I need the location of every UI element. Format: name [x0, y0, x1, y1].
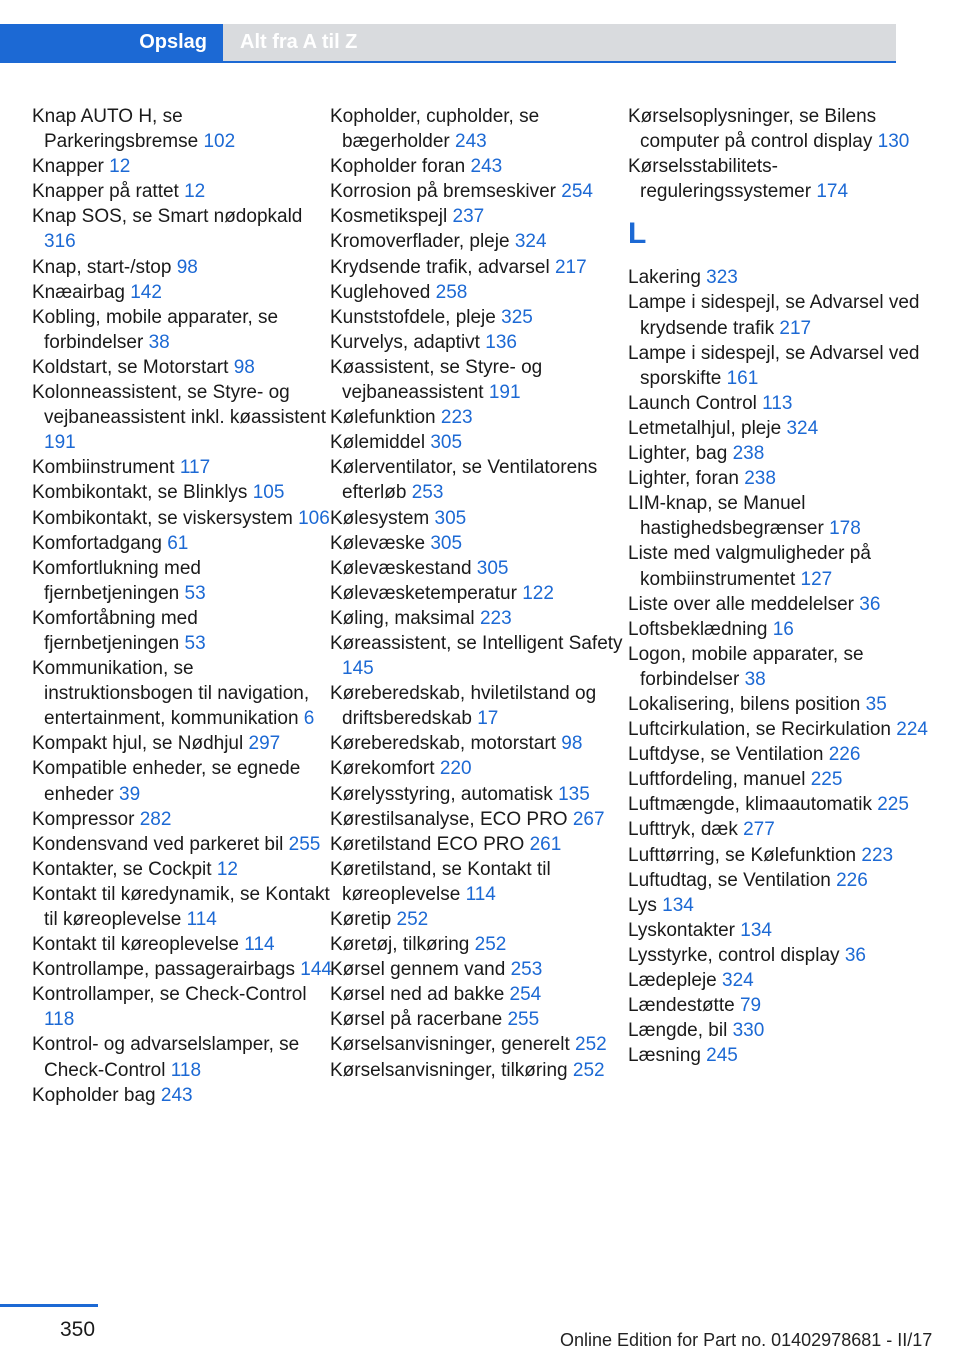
- index-entry-term: Komfortlukning med fjernbetjeningen: [32, 557, 201, 604]
- index-entry: [628, 466, 928, 491]
- index-entry-term: Kurvelys, adaptivt: [330, 331, 480, 353]
- index-entry-term: Kompressor: [32, 808, 135, 830]
- index-entry-term: Kørsel gennem vand: [330, 959, 506, 981]
- index-page-link[interactable]: 114: [465, 883, 496, 905]
- index-entry: [330, 1058, 630, 1083]
- index-entry: [330, 280, 630, 305]
- index-entry: [330, 330, 630, 355]
- index-entry: [32, 104, 332, 154]
- index-entry: [330, 932, 630, 957]
- index-entry: [330, 1007, 630, 1032]
- index-entry: [32, 455, 332, 480]
- index-entry: [330, 832, 630, 857]
- index-page-link[interactable]: 254: [561, 181, 593, 203]
- index-page-link[interactable]: 254: [509, 984, 542, 1006]
- index-entry-term: Knap SOS, se Smart nødopkald: [32, 206, 303, 228]
- index-entry: [330, 731, 630, 756]
- index-page-link[interactable]: 267: [572, 808, 605, 830]
- index-entry: [330, 957, 630, 982]
- index-page-link[interactable]: 252: [474, 934, 507, 956]
- index-page-link[interactable]: 282: [139, 808, 172, 830]
- tab-bar: [0, 24, 896, 61]
- index-entry: [330, 857, 630, 907]
- index-entry-term: Lufttryk, dæk: [628, 819, 738, 841]
- index-entry-term: Kobling, mobile apparater, se forbindelser: [32, 306, 279, 353]
- index-entry: [330, 631, 630, 681]
- index-entry-term: Luftmængde, klimaautomatik: [628, 794, 872, 816]
- index-entry: [32, 380, 332, 455]
- index-entry: [628, 416, 928, 441]
- index-entry: [330, 606, 630, 631]
- index-page-link[interactable]: 217: [779, 317, 812, 339]
- index-entry-term: Køling, maksimal: [330, 607, 475, 629]
- index-entry-term: Kølevæsketemperatur: [330, 582, 517, 604]
- index-entry: [32, 204, 332, 254]
- index-entry-term: Lændestøtte: [628, 995, 735, 1017]
- index-entry: [628, 154, 928, 204]
- index-entry-term: Kontakt til køreoplevelse: [32, 934, 239, 956]
- index-page-link[interactable]: 53: [184, 632, 206, 654]
- index-entry-term: Luftfordeling, manuel: [628, 769, 806, 791]
- index-entry: [330, 556, 630, 581]
- index-page-link[interactable]: 224: [896, 719, 928, 741]
- index-entry: [32, 606, 332, 656]
- index-page-link[interactable]: 253: [411, 482, 444, 504]
- index-entry-term: Korrosion på bremseskiver: [330, 181, 556, 203]
- index-entry: [330, 982, 630, 1007]
- index-page-link[interactable]: 35: [865, 693, 887, 715]
- index-entry: [32, 1083, 332, 1108]
- index-page-link[interactable]: 225: [810, 769, 843, 791]
- index-page-link[interactable]: 252: [396, 909, 429, 930]
- index-entry: [32, 154, 332, 179]
- index-entry: [32, 957, 332, 982]
- index-page-link[interactable]: 53: [184, 582, 206, 604]
- index-page-link[interactable]: 238: [732, 443, 765, 465]
- index-entry: [330, 531, 630, 556]
- edition-note: Online Edition for Part no. 01402978681 - II/17: [560, 1330, 933, 1350]
- index-entry-term: Kopholder, cupholder, se bægerholder: [330, 106, 540, 153]
- index-entry-term: Komfortadgang: [32, 532, 162, 554]
- index-entry: [32, 255, 332, 280]
- index-entry-term: Lighter, foran: [628, 468, 739, 490]
- index-entry-term: Knapper på rattet: [32, 181, 179, 203]
- index-entry-term: Kombikontakt, se Blinklys: [32, 482, 248, 504]
- index-page-link[interactable]: 98: [176, 256, 198, 278]
- index-entry: [32, 506, 332, 531]
- index-entry-term: Kølefunktion: [330, 407, 436, 429]
- index-page-link[interactable]: 225: [877, 794, 909, 816]
- index-entry-term: Loftsbeklædning: [628, 618, 768, 640]
- index-entry: [330, 506, 630, 531]
- index-entry-term: Kølevæskestand: [330, 557, 472, 579]
- index-entry: [628, 817, 928, 842]
- index-entry-term: Kørelysstyring, automatisk: [330, 783, 553, 805]
- index-entry-term: Liste over alle meddelelser: [628, 593, 855, 615]
- index-page-link[interactable]: 36: [859, 593, 881, 615]
- index-entry-term: Kontrollampe, passagerairbags: [32, 959, 295, 981]
- index-entry-term: Knap, start-/stop: [32, 256, 172, 278]
- index-entry-term: Køretilstand ECO PRO: [330, 833, 525, 855]
- index-entry-term: Logon, mobile apparater, se forbindelser: [628, 643, 864, 690]
- index-entry: [330, 204, 630, 229]
- index-page-link[interactable]: 252: [572, 1059, 605, 1081]
- index-entry: [32, 556, 332, 606]
- index-entry: [32, 1032, 332, 1082]
- index-page-link[interactable]: 39: [119, 783, 141, 805]
- index-entry-term: Køretøj, tilkøring: [330, 934, 470, 956]
- index-entry-term: Kølemiddel: [330, 432, 426, 454]
- index-entry: [628, 1018, 928, 1043]
- index-entry-term: Lufttørring, se Kølefunktion: [628, 844, 857, 866]
- index-entry-term: Liste med valgmuligheder på kombiinstrumentet: [628, 543, 871, 590]
- index-entry-term: Kompakt hjul, se Nødhjul: [32, 733, 244, 755]
- index-entry: [628, 642, 928, 692]
- index-entry: [628, 265, 928, 290]
- index-entry: [628, 868, 928, 893]
- index-page-link[interactable]: 330: [732, 1020, 765, 1042]
- index-entry: [32, 857, 332, 882]
- index-entry-term: Kølesystem: [330, 507, 430, 529]
- index-entry: [32, 882, 332, 932]
- index-entry-term: Launch Control: [628, 392, 757, 414]
- index-entry-term: LIM-knap, se Manuel hastighedsbegrænser: [628, 493, 824, 540]
- index-page-link[interactable]: 6: [303, 708, 315, 730]
- index-entry-term: Lakering: [628, 267, 701, 289]
- index-entry: [628, 943, 928, 968]
- index-page-link[interactable]: 324: [514, 231, 547, 253]
- index-entry-term: Kølerventilator, se Ventilatorens efterløb: [330, 457, 598, 504]
- index-column-2: [330, 104, 630, 1083]
- index-page-link[interactable]: 243: [455, 131, 487, 153]
- index-page-link[interactable]: 261: [529, 833, 562, 855]
- index-entry: [32, 807, 332, 832]
- index-entry: [330, 430, 630, 455]
- index-page-link[interactable]: 114: [186, 909, 217, 930]
- index-page-link[interactable]: 316: [44, 231, 76, 253]
- index-entry-term: Kørselsanvisninger, generelt: [330, 1034, 570, 1056]
- index-page-link[interactable]: 178: [829, 518, 861, 540]
- index-entry-term: Komfortåbning med fjernbetjeningen: [32, 607, 198, 654]
- index-entry: [628, 491, 928, 541]
- index-entry-term: Køreassistent, se Intelligent Safety: [330, 632, 623, 654]
- tab-alt-fra-a-til-z[interactable]: Alt fra A til Z: [240, 31, 358, 53]
- index-entry: [628, 441, 928, 466]
- index-page-link[interactable]: 145: [342, 658, 374, 680]
- index-entry: [32, 932, 332, 957]
- index-entry-term: Kombikontakt, se viskersystem: [32, 507, 293, 529]
- index-entry-term: Køassistent, se Styre- og vejbaneassistent: [330, 356, 543, 404]
- index-page-link[interactable]: 305: [434, 507, 467, 529]
- index-page-link[interactable]: 220: [439, 758, 472, 780]
- index-page-link[interactable]: 79: [739, 995, 762, 1017]
- index-page-link[interactable]: 245: [706, 1045, 738, 1067]
- index-page-link[interactable]: 98: [233, 356, 255, 378]
- index-entry-term: Lokalisering, bilens position: [628, 693, 861, 715]
- index-page-link[interactable]: 12: [184, 181, 206, 203]
- index-page-link[interactable]: 305: [430, 532, 463, 554]
- index-page-link[interactable]: 113: [762, 392, 793, 414]
- index-entry: [330, 104, 630, 154]
- index-entry: [330, 581, 630, 606]
- index-entry: [628, 792, 928, 817]
- index-page-link[interactable]: 134: [662, 894, 694, 916]
- index-entry: [32, 480, 332, 505]
- index-entry-term: Køreberedskab, motorstart: [330, 733, 556, 755]
- index-entry-term: Lampe i sidespejl, se Advarsel ved sporskifte: [628, 342, 920, 389]
- index-entry-term: Koldstart, se Motorstart: [32, 356, 229, 378]
- index-page-link[interactable]: 238: [744, 468, 776, 490]
- index-entry-term: Knapper: [32, 156, 104, 178]
- index-page-link[interactable]: 297: [248, 733, 281, 755]
- index-entry: [330, 681, 630, 731]
- index-page-link[interactable]: 38: [148, 331, 170, 353]
- index-page-link[interactable]: 16: [772, 618, 794, 640]
- index-letter-heading: L: [628, 217, 647, 251]
- index-entry: [330, 179, 630, 204]
- index-entry: [628, 893, 928, 918]
- index-entry: [330, 255, 630, 280]
- index-entry: [32, 355, 332, 380]
- index-page-link[interactable]: 243: [470, 156, 503, 178]
- index-entry-term: Længde, bil: [628, 1020, 728, 1042]
- index-entry: [628, 843, 928, 868]
- index-entry-term: Kontrollamper, se Check-Control: [32, 984, 307, 1006]
- index-entry: [628, 918, 928, 943]
- page-number: 350: [60, 1318, 96, 1341]
- index-column-1: [32, 104, 332, 1108]
- index-page-link[interactable]: 243: [160, 1084, 193, 1106]
- index-entry-term: Lædepleje: [628, 970, 717, 991]
- index-entry-term: Kontrol- og advarselslamper, se Check-Control: [32, 1034, 300, 1081]
- index-entry-term: Kølevæske: [330, 532, 426, 554]
- index-entry-term: Luftdyse, se Ventilation: [628, 744, 824, 766]
- index-page-link[interactable]: 122: [522, 582, 554, 604]
- index-entry-term: Lys: [628, 894, 657, 916]
- index-page-link[interactable]: 325: [501, 306, 533, 328]
- index-entry-term: Kørselsstabilitets-reguleringssystemer: [628, 156, 812, 203]
- index-page-link[interactable]: 12: [109, 156, 131, 178]
- index-entry-term: Kørselsanvisninger, tilkøring: [330, 1059, 568, 1081]
- index-entry: [32, 832, 332, 857]
- index-entry-term: Knæairbag: [32, 281, 125, 303]
- index-entry-term: Kopholder bag: [32, 1084, 156, 1106]
- index-page-link[interactable]: 324: [786, 417, 819, 439]
- index-page-link[interactable]: 12: [216, 858, 238, 880]
- index-entry: [330, 907, 630, 932]
- index-entry-term: Letmetalhjul, pleje: [628, 417, 782, 439]
- index-entry: [330, 154, 630, 179]
- index-entry: [628, 692, 928, 717]
- index-entry: [628, 290, 928, 340]
- index-page-link[interactable]: 98: [561, 733, 583, 755]
- index-page-link[interactable]: 127: [800, 568, 833, 590]
- footer-rule: [0, 1304, 98, 1307]
- index-page-link[interactable]: 223: [861, 844, 894, 866]
- index-page-link[interactable]: 38: [744, 668, 766, 690]
- index-page-link[interactable]: 144: [300, 959, 332, 981]
- index-entry: [330, 1032, 630, 1057]
- index-entry: [330, 455, 630, 505]
- index-page-link[interactable]: 305: [430, 432, 463, 454]
- index-entry-term: Kontakt til køredynamik, se Kontakt til køreoplevelse: [32, 883, 330, 930]
- index-page-link[interactable]: 252: [575, 1034, 607, 1056]
- index-entry-term: Krydsende trafik, advarsel: [330, 256, 550, 278]
- index-entry: [628, 993, 928, 1018]
- index-page-link[interactable]: 255: [288, 833, 321, 855]
- index-page-link[interactable]: 135: [558, 783, 590, 805]
- index-page-link[interactable]: 191: [488, 382, 521, 404]
- index-page-link[interactable]: 226: [828, 744, 861, 766]
- index-entry: [32, 656, 332, 731]
- index-entry-term: Køretilstand, se Kontakt til køreoplevelse: [330, 858, 551, 905]
- index-entry: [32, 731, 332, 756]
- index-page-link[interactable]: 130: [877, 131, 910, 153]
- index-entry-term: Kunststofdele, pleje: [330, 306, 496, 328]
- index-page-link[interactable]: 118: [44, 1009, 75, 1031]
- index-entry: [32, 179, 332, 204]
- index-entry: [628, 541, 928, 591]
- header-rule: [0, 61, 896, 63]
- index-page-link[interactable]: 36: [844, 944, 866, 966]
- index-page-link[interactable]: 323: [706, 267, 738, 289]
- index-entry: [330, 405, 630, 430]
- index-page-link[interactable]: 105: [252, 482, 285, 504]
- index-page-link[interactable]: 114: [244, 934, 275, 956]
- index-entry-term: Kørestilsanalyse, ECO PRO: [330, 808, 568, 830]
- index-entry-term: Kørselsoplysninger, se Bilens computer på control display: [628, 106, 877, 153]
- index-entry-term: Lysstyrke, control display: [628, 944, 840, 966]
- index-page-link[interactable]: 142: [130, 281, 162, 303]
- index-entry: [628, 968, 928, 993]
- index-entry: [330, 355, 630, 405]
- index-entry: [628, 1043, 928, 1068]
- index-page-link[interactable]: 106: [298, 507, 330, 529]
- index-entry-term: Kromoverflader, pleje: [330, 231, 510, 253]
- index-page-link[interactable]: 134: [740, 919, 772, 941]
- index-page-link[interactable]: 102: [203, 131, 236, 153]
- index-page-link[interactable]: 277: [743, 819, 775, 841]
- index-page-link[interactable]: 324: [722, 970, 754, 991]
- index-page-link[interactable]: 223: [440, 407, 473, 429]
- index-entry-term: Lampe i sidespejl, se Advarsel ved krydsende trafik: [628, 292, 920, 339]
- index-entry: [32, 982, 332, 1032]
- index-page-link[interactable]: 258: [435, 281, 468, 303]
- index-page-link[interactable]: 217: [554, 256, 587, 278]
- index-page-link[interactable]: 117: [179, 457, 211, 479]
- index-entry: [32, 756, 332, 806]
- index-page-link[interactable]: 61: [167, 532, 189, 554]
- index-entry: [628, 742, 928, 767]
- index-entry-term: Kosmetikspejl: [330, 206, 448, 228]
- index-page-link[interactable]: 161: [726, 367, 759, 389]
- index-entry-term: Lighter, bag: [628, 443, 728, 465]
- index-entry-term: Køreberedskab, hviletilstand og driftsberedskab: [330, 683, 597, 730]
- index-entry-term: Køretip: [330, 909, 392, 930]
- tab-opslag[interactable]: Opslag: [139, 31, 207, 53]
- index-entry: [628, 592, 928, 617]
- index-entry-term: Luftudtag, se Ventilation: [628, 869, 831, 891]
- index-page-link[interactable]: 237: [452, 206, 485, 228]
- index-entry-term: Kuglehoved: [330, 281, 431, 303]
- index-entry: [330, 782, 630, 807]
- index-entry-term: Luftcirkulation, se Recirkulation: [628, 719, 891, 741]
- index-entry: [628, 717, 928, 742]
- index-entry-term: Kørsel på racerbane: [330, 1009, 503, 1031]
- index-entry-term: Kolonneassistent, se Styre- og vejbaneassistent inkl. køassistent: [32, 382, 326, 429]
- index-page-link[interactable]: 255: [507, 1009, 540, 1031]
- index-page-link[interactable]: 191: [44, 432, 76, 454]
- index-entry: [330, 305, 630, 330]
- index-page-link[interactable]: 223: [479, 607, 512, 629]
- index-entry: [32, 531, 332, 556]
- index-page-link[interactable]: 17: [477, 708, 499, 730]
- index-page-link[interactable]: 305: [476, 557, 509, 579]
- index-entry-term: Kørekomfort: [330, 758, 435, 780]
- index-entry-term: Kommunikation, se instruktionsbogen til navigation, entertainment, kommunikation: [32, 658, 310, 730]
- index-entry: [628, 341, 928, 391]
- index-entry-term: Lyskontakter: [628, 919, 736, 941]
- index-entry: [628, 391, 928, 416]
- index-entry: [32, 280, 332, 305]
- index-entry-term: Kopholder foran: [330, 156, 466, 178]
- index-entry-term: Kørsel ned ad bakke: [330, 984, 505, 1006]
- index-page-link[interactable]: 136: [485, 331, 517, 353]
- index-entry: [628, 617, 928, 642]
- index-entry: [330, 229, 630, 254]
- index-entry-term: Kontakter, se Cockpit: [32, 858, 212, 880]
- index-page-link[interactable]: 118: [170, 1059, 202, 1081]
- index-entry-term: Kompatible enheder, se egnede enheder: [32, 758, 301, 805]
- index-entry-term: Kombiinstrument: [32, 457, 175, 479]
- index-entry-term: Læsning: [628, 1045, 701, 1067]
- index-entry-term: Kondensvand ved parkeret bil: [32, 833, 284, 855]
- index-entry: [330, 756, 630, 781]
- index-entry: [628, 104, 928, 154]
- index-entry: [32, 305, 332, 355]
- index-entry: [330, 807, 630, 832]
- index-column-3: [628, 104, 928, 1068]
- index-entry-term: Knap AUTO H, se Parkeringsbremse: [32, 106, 199, 153]
- index-entry: [628, 767, 928, 792]
- index-page-link[interactable]: 174: [816, 181, 849, 203]
- index-page-link[interactable]: 253: [510, 959, 543, 981]
- index-page-link[interactable]: 226: [836, 869, 868, 891]
